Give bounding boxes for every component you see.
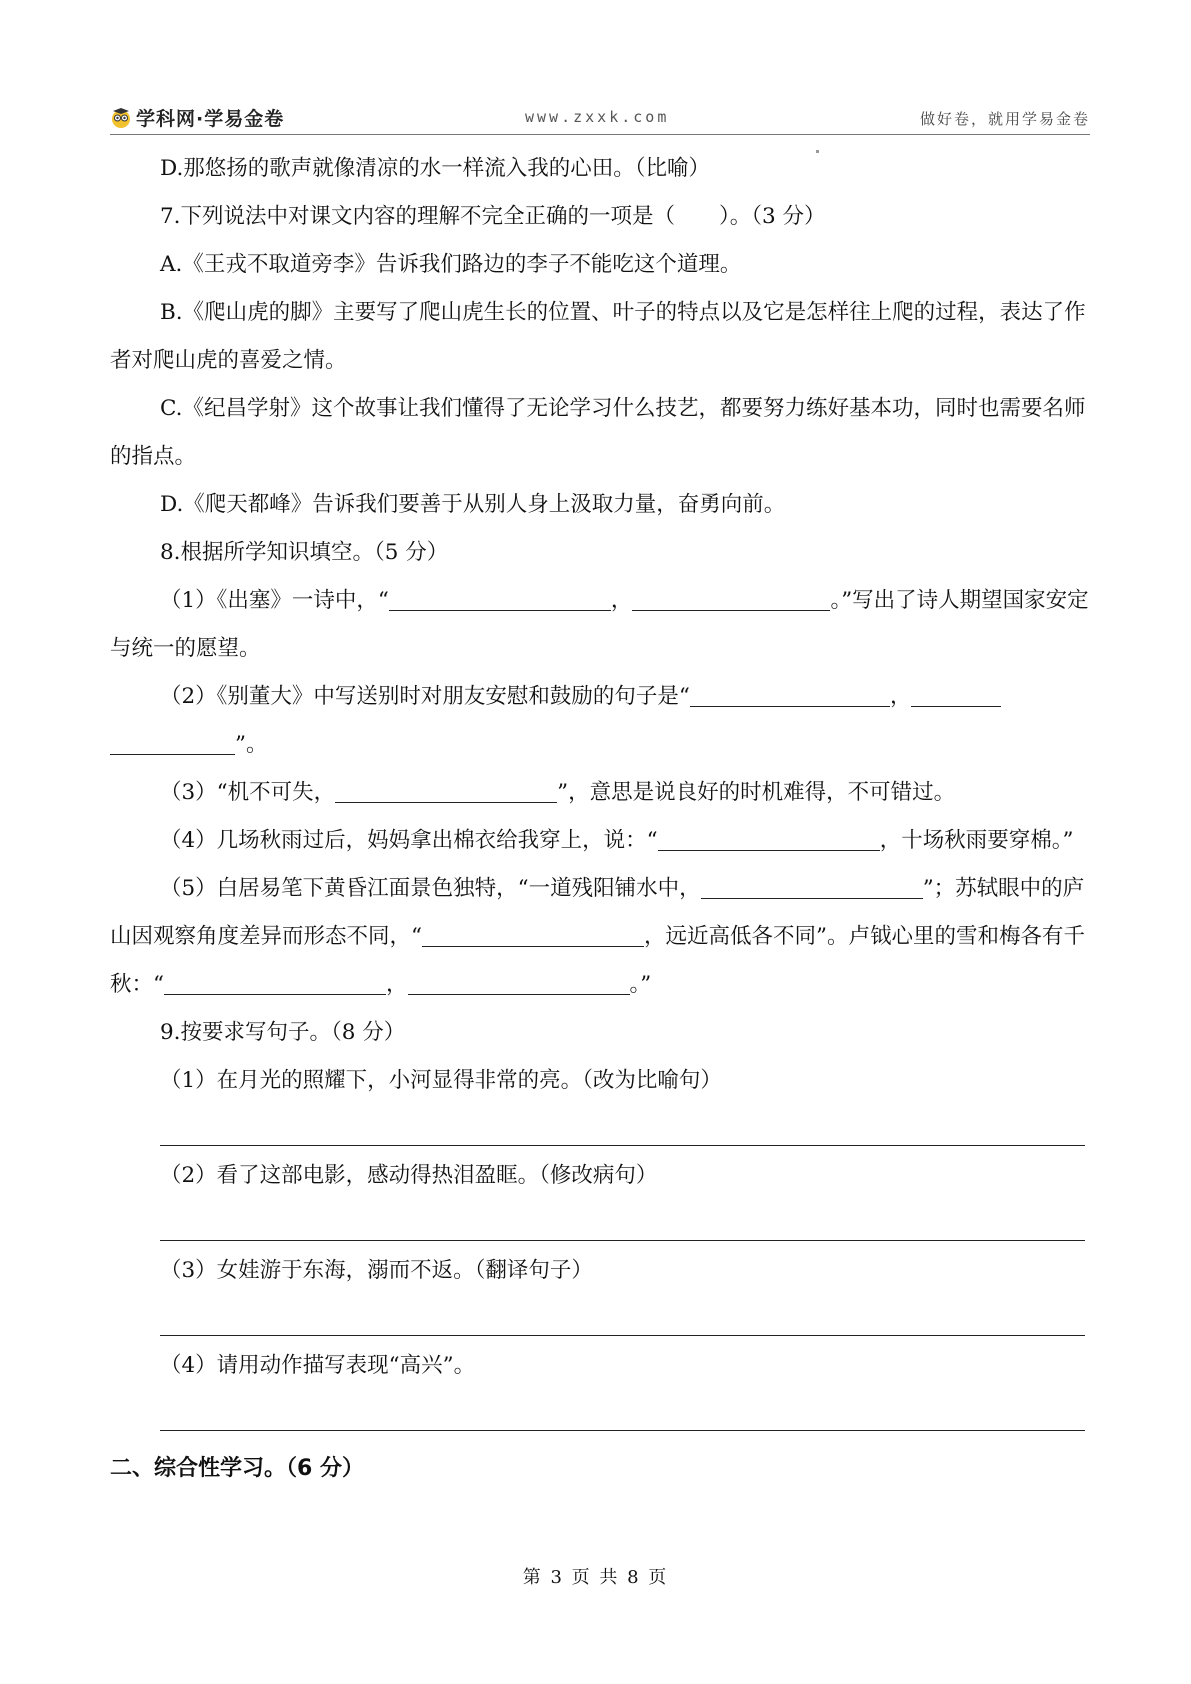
q9-item-4: （4）请用动作描写表现“高兴”。 <box>160 1353 476 1378</box>
page-number: 第 3 页 共 8 页 <box>522 1567 669 1588</box>
page-header <box>110 100 1090 136</box>
fill-blank[interactable] <box>701 870 923 899</box>
fill-blank[interactable] <box>408 966 630 995</box>
fill-blank[interactable] <box>422 918 644 947</box>
q8-item-5: （5）白居易笔下黄昏江面景色独特，“一道残阳铺水中， ”；苏轼眼中的庐山因观察角度差异而形态不同，“ ，远近高低各不同”。卢钺心里的雪和梅各有千秋：“ ， 。” <box>110 865 1090 1009</box>
q8-item-4: （4）几场秋雨过后，妈妈拿出棉衣给我穿上，说：“ ，十场秋雨要穿棉。” <box>110 817 1090 865</box>
q8-item-3: （3）“机不可失， ”，意思是说良好的时机难得，不可错过。 <box>110 769 1090 817</box>
q8-item-2: （2）《别董大》中写送别时对朋友安慰和鼓励的句子是“ ，”。 <box>110 673 1090 769</box>
q7-option-a: A.《王戎不取道旁李》告诉我们路边的李子不能吃这个道理。 <box>160 252 742 277</box>
fill-blank[interactable] <box>632 582 830 611</box>
answer-line[interactable] <box>160 1295 1085 1336</box>
q9-item-3: （3）女娃游于东海，溺而不返。（翻译句子） <box>160 1258 593 1283</box>
site-url: www.zxxk.com <box>525 108 670 126</box>
q8-item-1: （1）《出塞》一诗中，“ ， 。”写出了诗人期望国家安定与统一的愿望。 <box>110 577 1090 673</box>
fill-blank[interactable] <box>690 678 890 707</box>
fill-blank[interactable] <box>389 582 611 611</box>
q9-stem: 9.按要求写句子。（8 分） <box>160 1020 406 1045</box>
answer-line[interactable] <box>160 1390 1085 1431</box>
header-slogan: 做好卷，就用学易金卷 <box>919 110 1090 128</box>
answer-line[interactable] <box>160 1105 1085 1146</box>
fill-blank[interactable] <box>658 822 880 851</box>
section-2-heading: 二、综合性学习。（6 分） <box>110 1456 364 1481</box>
q7-stem: 7.下列说法中对课文内容的理解不完全正确的一项是（ ）。（3 分） <box>160 204 826 229</box>
q7-option-b: B.《爬山虎的脚》主要写了爬山虎生长的位置、叶子的特点以及它是怎样往上爬的过程，表达了作者对爬山虎的喜爱之情。 <box>110 300 1086 373</box>
header-divider <box>110 134 1090 135</box>
q7-option-d: D.《爬天都峰》告诉我们要善于从别人身上汲取力量，奋勇向前。 <box>160 492 786 517</box>
answer-line[interactable] <box>160 1200 1085 1241</box>
q6-option-d: D.那悠扬的歌声就像清凉的水一样流入我的心田。（比喻） <box>160 156 711 181</box>
q7-option-c: C.《纪昌学射》这个故事让我们懂得了无论学习什么技艺，都要努力练好基本功，同时也需要名师的指点。 <box>110 396 1086 469</box>
q8-stem: 8.根据所学知识填空。（5 分） <box>160 540 449 565</box>
logo <box>110 104 284 131</box>
fill-blank[interactable] <box>110 726 235 755</box>
owl-logo-icon <box>110 108 132 128</box>
logo-text: 学科网·学易金卷 <box>136 108 285 130</box>
q9-item-2: （2）看了这部电影，感动得热泪盈眶。（修改病句） <box>160 1163 658 1188</box>
fill-blank[interactable] <box>164 966 386 995</box>
q9-item-1: （1）在月光的照耀下，小河显得非常的亮。（改为比喻句） <box>160 1068 722 1093</box>
fill-blank[interactable] <box>335 774 557 803</box>
fill-blank[interactable] <box>911 678 1001 707</box>
page-content <box>110 145 1090 1493</box>
